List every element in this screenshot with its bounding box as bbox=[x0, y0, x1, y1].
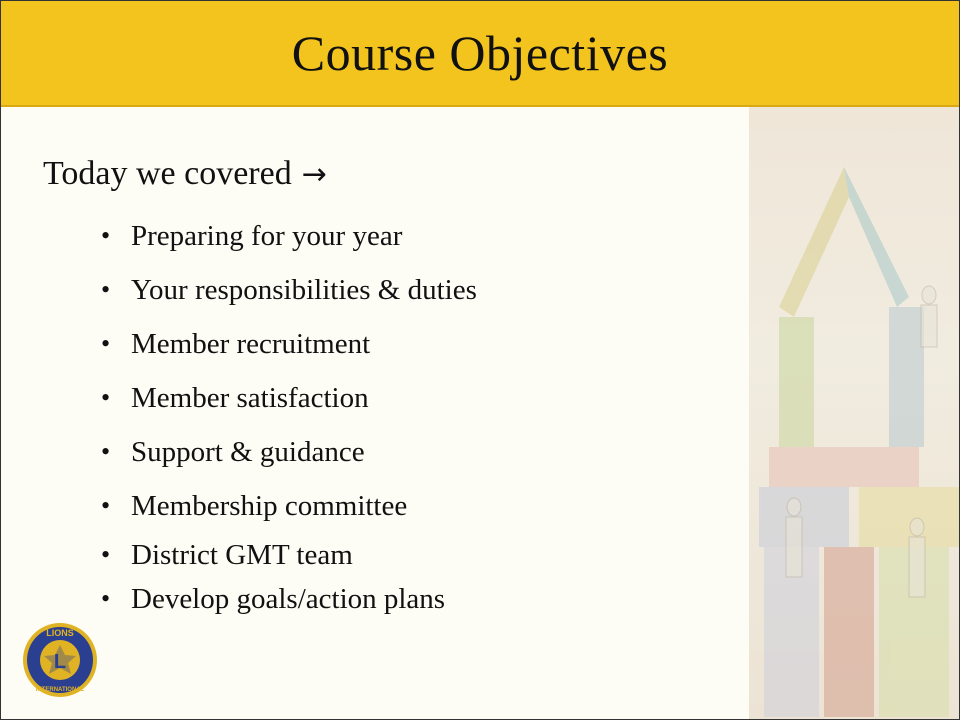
bullet-item bbox=[101, 209, 477, 263]
decorative-illustration bbox=[749, 107, 959, 719]
bullet-text: Member recruitment bbox=[131, 327, 371, 360]
bullet-item bbox=[101, 317, 477, 371]
bullet-text: Develop goals/action plans bbox=[131, 582, 446, 615]
logo-bottom-text: INTERNATIONAL bbox=[35, 687, 85, 693]
bullet-text: Membership committee bbox=[131, 489, 408, 522]
bullet-text: Support & guidance bbox=[131, 435, 365, 468]
title-bar bbox=[1, 1, 959, 107]
bullet-icon: • bbox=[101, 437, 111, 466]
bullet-icon: • bbox=[101, 221, 111, 250]
bullet-text: Preparing for your year bbox=[131, 219, 403, 252]
bullet-item bbox=[101, 425, 477, 479]
bullet-list bbox=[101, 209, 477, 621]
bullet-icon: • bbox=[101, 383, 111, 412]
bullet-icon: • bbox=[101, 491, 111, 520]
bullet-item bbox=[101, 533, 477, 577]
bullet-icon: • bbox=[101, 584, 111, 613]
bullet-item bbox=[101, 577, 477, 621]
bullet-item bbox=[101, 263, 477, 317]
slide-title: Course Objectives bbox=[291, 25, 669, 81]
logo-top-text: LIONS bbox=[46, 628, 74, 638]
subtitle bbox=[43, 155, 327, 193]
bullet-text: Member satisfaction bbox=[131, 381, 369, 414]
bullet-text: Your responsibilities & duties bbox=[131, 273, 477, 306]
logo-center-letter: L bbox=[53, 651, 67, 673]
bullet-item bbox=[101, 479, 477, 533]
building-blocks-illustration bbox=[749, 107, 959, 719]
bullet-text: District GMT team bbox=[131, 538, 353, 571]
lions-international-logo bbox=[21, 621, 99, 699]
subtitle-text: Today we covered bbox=[43, 155, 292, 192]
bullet-icon: • bbox=[101, 329, 111, 358]
bullet-icon: • bbox=[101, 540, 111, 569]
bullet-item bbox=[101, 371, 477, 425]
bullet-icon: • bbox=[101, 275, 111, 304]
arrow-right-icon: → bbox=[301, 157, 327, 192]
